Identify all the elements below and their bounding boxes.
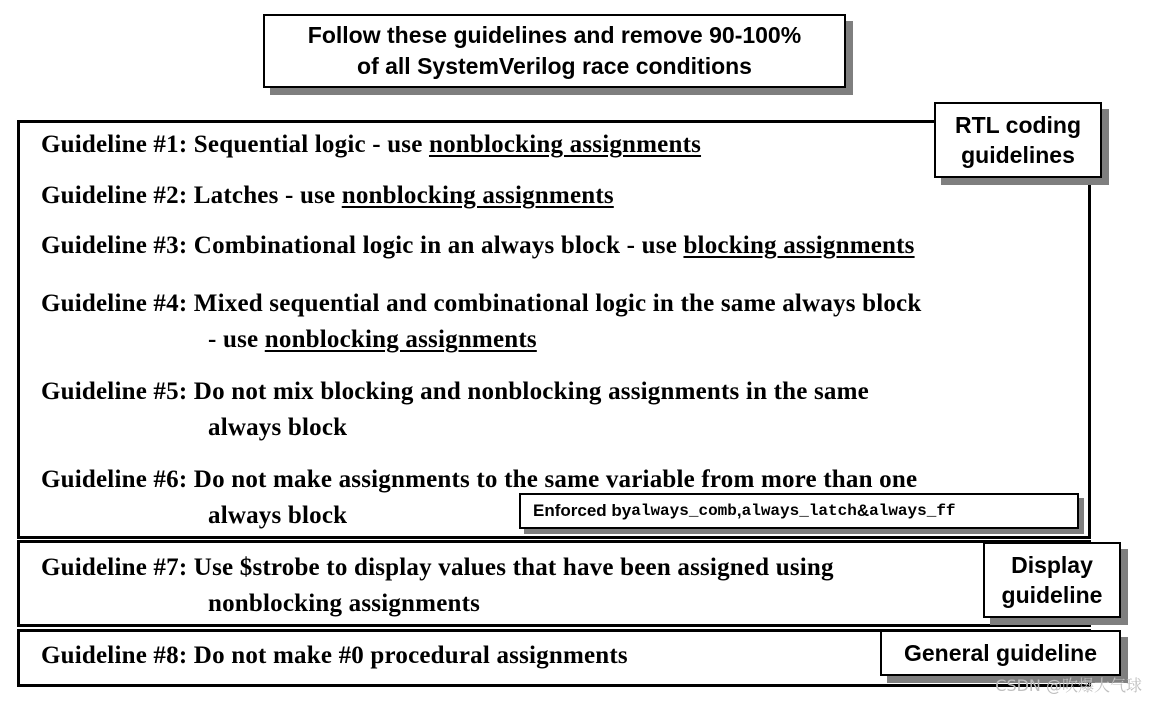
banner-line-2: of all SystemVerilog race conditions xyxy=(357,53,752,79)
guideline-8-text: Guideline #8: Do not make #0 procedural assignments xyxy=(41,642,628,669)
guideline-7-line-2: nonblocking assignments xyxy=(208,590,481,617)
display-guideline-tag xyxy=(983,542,1121,618)
display-tag-line-2: guideline xyxy=(1001,582,1103,608)
guideline-3-emphasis: blocking assignments xyxy=(683,232,915,259)
keyword-always-latch: always_latch xyxy=(741,502,857,520)
guideline-4-prefix: - use xyxy=(208,326,265,353)
guideline-4-line-2 xyxy=(41,322,921,358)
guideline-2 xyxy=(41,178,614,214)
rtl-tag-line-2: guidelines xyxy=(961,142,1075,168)
guideline-5 xyxy=(41,374,869,446)
guideline-1-text: Guideline #1: Sequential logic - use xyxy=(41,131,429,158)
guideline-5-line-1: Guideline #5: Do not mix blocking and nonblocking assignments in the same xyxy=(41,378,869,405)
guideline-4-line-1: Guideline #4: Mixed sequential and combinational logic in the same always block xyxy=(41,290,922,317)
guideline-8 xyxy=(41,638,628,674)
rtl-coding-tag xyxy=(934,102,1102,178)
rtl-tag-line-1: RTL coding xyxy=(954,112,1082,138)
guideline-6-line-1: Guideline #6: Do not make assignments to the same variable from more than one xyxy=(41,466,918,493)
guideline-6-line-2: always block xyxy=(208,502,348,529)
separator-1: , xyxy=(736,501,742,520)
separator-2: & xyxy=(856,501,870,520)
guideline-4 xyxy=(41,286,921,358)
keyword-always-comb: always_comb xyxy=(631,502,737,520)
keyword-always-ff: always_ff xyxy=(869,502,956,520)
enforced-by-note xyxy=(519,493,1079,529)
display-tag-line-1: Display xyxy=(1011,552,1093,578)
general-tag-label: General guideline xyxy=(904,639,1097,666)
banner-line-1: Follow these guidelines and remove 90-100% xyxy=(307,22,802,48)
guideline-2-emphasis: nonblocking assignments xyxy=(341,182,614,209)
guideline-2-text: Guideline #2: Latches - use xyxy=(41,182,342,209)
enforced-label: Enforced by xyxy=(533,501,632,520)
guideline-3 xyxy=(41,228,915,264)
guideline-1-emphasis: nonblocking assignments xyxy=(428,131,702,158)
title-banner xyxy=(263,14,846,88)
guideline-1 xyxy=(41,127,701,163)
general-guideline-tag xyxy=(880,630,1121,676)
guideline-7 xyxy=(41,550,834,622)
guideline-4-emphasis: nonblocking assignments xyxy=(264,326,537,353)
guideline-7-line-1: Guideline #7: Use $strobe to display values that have been assigned using xyxy=(41,554,834,581)
guideline-3-text: Guideline #3: Combinational logic in an always block - use xyxy=(41,232,684,259)
guideline-5-line-2: always block xyxy=(208,414,348,441)
watermark: CSDN @吹爆大气球 xyxy=(995,676,1142,695)
